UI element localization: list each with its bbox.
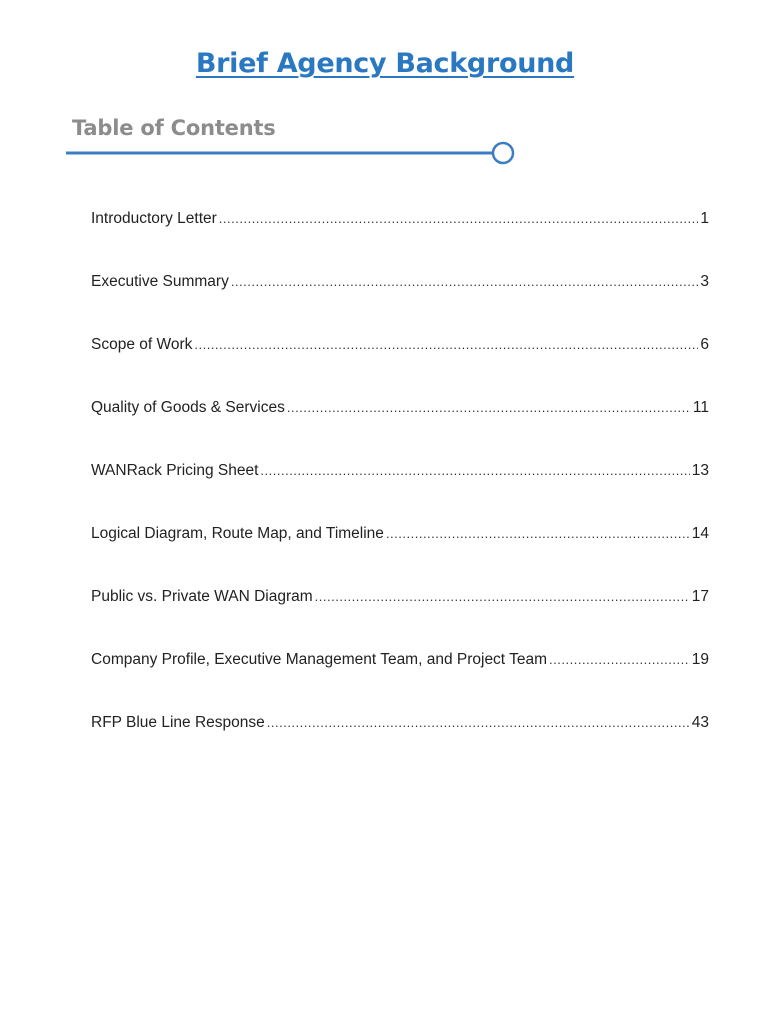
toc-entry-page: 13 xyxy=(691,462,709,479)
toc-dot-leader xyxy=(267,712,690,734)
toc-entry-label: Public vs. Private WAN Diagram xyxy=(91,588,313,605)
toc-dot-leader xyxy=(231,271,699,293)
toc-dot-leader xyxy=(260,460,689,482)
toc-entry-label: Scope of Work xyxy=(91,336,193,353)
toc-dot-leader xyxy=(219,208,699,230)
toc-entry-quality-of-goods[interactable] xyxy=(91,397,709,460)
toc-heading-rule xyxy=(64,140,524,170)
toc-entry-company-profile[interactable] xyxy=(91,649,709,712)
document-title: Brief Agency Background xyxy=(195,48,575,79)
toc-rule-circle-icon xyxy=(493,143,513,163)
toc-entry-page: 11 xyxy=(692,399,709,416)
toc-entry-executive-summary[interactable] xyxy=(91,271,709,334)
toc-entry-scope-of-work[interactable] xyxy=(91,334,709,397)
toc-entry-page: 14 xyxy=(691,525,709,542)
toc-entry-introductory-letter[interactable] xyxy=(91,208,709,271)
toc-dot-leader xyxy=(194,334,698,356)
toc-entry-label: Executive Summary xyxy=(91,273,229,290)
toc-entry-page: 17 xyxy=(691,588,709,605)
toc-entry-label: Quality of Goods & Services xyxy=(91,399,285,416)
toc-entry-wan-diagram[interactable] xyxy=(91,586,709,649)
toc-entry-label: Company Profile, Executive Management Team, and Project Team xyxy=(91,651,548,668)
toc-list xyxy=(91,208,709,775)
toc-entry-page: 6 xyxy=(700,336,709,353)
toc-dot-leader xyxy=(287,397,691,419)
toc-dot-leader xyxy=(549,649,690,671)
toc-entry-page: 43 xyxy=(691,714,709,731)
toc-entry-page: 3 xyxy=(700,273,709,290)
toc-entry-pricing-sheet[interactable] xyxy=(91,460,709,523)
toc-entry-label: Logical Diagram, Route Map, and Timeline xyxy=(91,525,384,542)
toc-entry-label: RFP Blue Line Response xyxy=(91,714,265,731)
toc-entry-rfp-response[interactable] xyxy=(91,712,709,775)
toc-dot-leader xyxy=(315,586,690,608)
toc-heading: Table of Contents xyxy=(72,116,276,140)
toc-entry-label: Introductory Letter xyxy=(91,210,217,227)
toc-entry-logical-diagram[interactable] xyxy=(91,523,709,586)
toc-entry-label: WANRack Pricing Sheet xyxy=(91,462,259,479)
toc-entry-page: 19 xyxy=(691,651,709,668)
toc-dot-leader xyxy=(386,523,690,545)
toc-entry-page: 1 xyxy=(700,210,709,227)
